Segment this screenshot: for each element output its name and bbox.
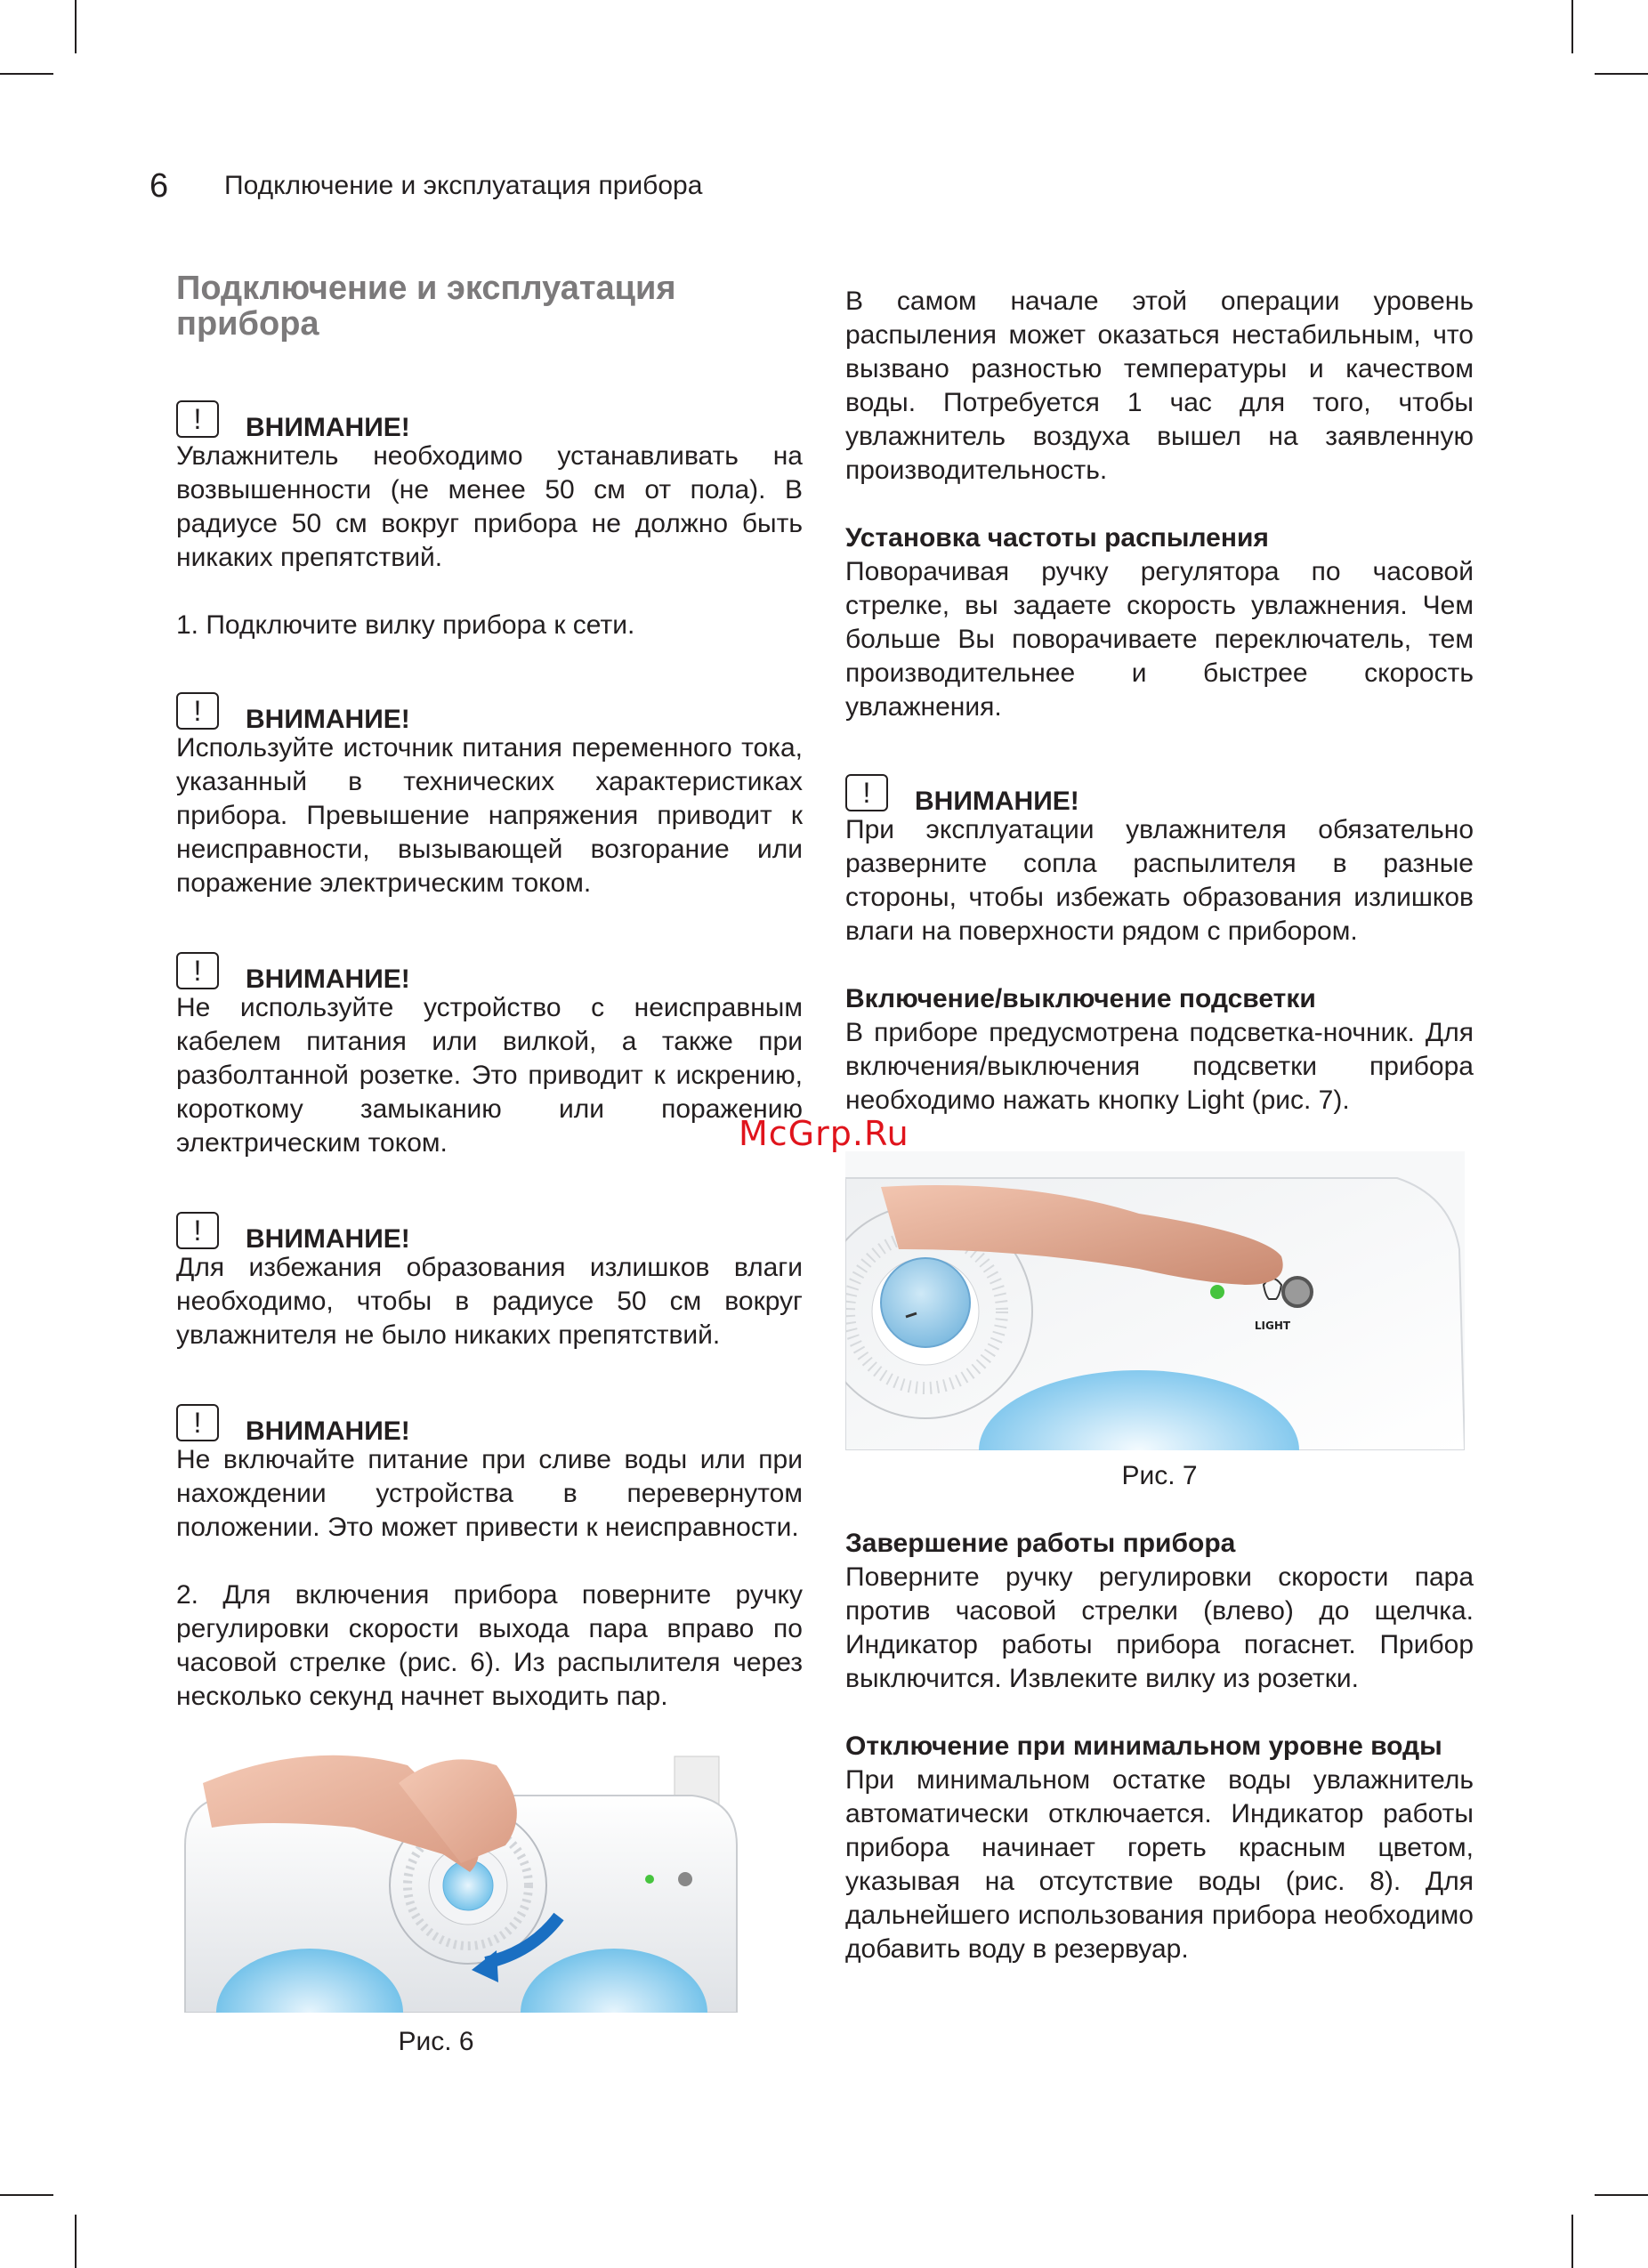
warning-heading bbox=[176, 1402, 803, 1446]
warning-icon: ! bbox=[176, 692, 219, 730]
watermark: McGrp.Ru bbox=[739, 1114, 909, 1153]
warning-icon: ! bbox=[176, 400, 219, 438]
crop-mark bbox=[0, 2194, 53, 2196]
warning-title: ВНИМАНИЕ! bbox=[246, 1224, 410, 1254]
light-label: LIGHT bbox=[1254, 1320, 1291, 1332]
page-number: 6 bbox=[149, 167, 169, 205]
subsection-text: Поворачивая ручку регулятора по часовой стрелке, вы задаете скорость увлажнения. Чем больше Вы поворачиваете переключатель, тем производительнее и быстрее скорость увлажнения. bbox=[845, 557, 1474, 722]
warning-heading bbox=[176, 690, 803, 734]
figure-7-caption: Рис. 7 bbox=[1121, 1461, 1198, 1490]
crop-mark bbox=[75, 2215, 77, 2268]
crop-mark bbox=[75, 0, 77, 53]
warning-icon: ! bbox=[176, 1212, 219, 1249]
warning-heading bbox=[845, 772, 1474, 816]
subsection-text: Поверните ручку регулировки скорости пара против часовой стрелки (влево) до щелчка. Индикатор работы прибора погаснет. Прибор выключится. Извлеките вилку из розетки. bbox=[845, 1562, 1474, 1693]
warning-title: ВНИМАНИЕ! bbox=[246, 1416, 410, 1446]
crop-mark bbox=[1571, 0, 1573, 53]
figure-7-photo bbox=[845, 1151, 1465, 1450]
warning-icon: ! bbox=[845, 774, 888, 811]
warning-text: Не используйте устройство с неисправным кабелем питания или вилкой, а также при разболтанной розетке. Это приводит к искрению, короткому замыканию или поражению электрическим током. bbox=[176, 993, 803, 1158]
crop-mark bbox=[1595, 73, 1648, 75]
figure-6-caption: Рис. 6 bbox=[398, 2027, 474, 2056]
subsection-title: Установка частоты распыления bbox=[845, 523, 1269, 553]
warning-title: ВНИМАНИЕ! bbox=[246, 965, 410, 994]
warning-title: ВНИМАНИЕ! bbox=[915, 787, 1079, 816]
section-title: Подключение и эксплуатация прибора bbox=[176, 270, 676, 343]
step-2: 2. Для включения прибора поверните ручку регулировки скорости выхода пара вправо по часовой стрелке (рис. 6). Из распылителя через несколько секунд начнет выходить пар. bbox=[176, 1580, 803, 1711]
subsection-title: Завершение работы прибора bbox=[845, 1529, 1236, 1558]
warning-title: ВНИМАНИЕ! bbox=[246, 705, 410, 734]
warning-heading bbox=[176, 950, 803, 994]
crop-mark bbox=[0, 73, 53, 75]
warning-icon: ! bbox=[176, 952, 219, 989]
subsection-title: Отключение при минимальном уровне воды bbox=[845, 1731, 1442, 1761]
warning-heading bbox=[176, 1210, 803, 1254]
warning-text: Используйте источник питания переменного тока, указанный в технических характеристиках прибора. Превышение напряжения приводит к неисправности, вызывающей возгорание или поражение электрическим током. bbox=[176, 733, 803, 898]
warning-text: Для избежания образования излишков влаги необходимо, чтобы в радиусе 50 см вокруг увлажнителя не было никаких препятствий. bbox=[176, 1253, 803, 1350]
figure-6-photo bbox=[176, 1730, 763, 2013]
warning-title: ВНИМАНИЕ! bbox=[246, 413, 410, 442]
crop-mark bbox=[1571, 2215, 1573, 2268]
warning-text: Увлажнитель необходимо устанавливать на возвышенности (не менее 50 см от пола). В радиусе 50 см вокруг прибора не должно быть никаких препятствий. bbox=[176, 441, 803, 572]
subsection-text: При минимальном остатке воды увлажнитель автоматически отключается. Индикатор работы прибора начинает гореть красным цветом, указывая на отсутствие воды (рис. 8). Для дальнейшего использования прибора необходимо добавить воду в резервуар. bbox=[845, 1765, 1474, 1964]
warning-text: Не включайте питание при сливе воды или при нахождении устройства в перевернутом положении. Это может привести к неисправности. bbox=[176, 1445, 803, 1542]
warning-icon: ! bbox=[176, 1404, 219, 1441]
running-head: Подключение и эксплуатация прибора bbox=[224, 171, 703, 200]
crop-mark bbox=[1595, 2194, 1648, 2196]
warning-heading bbox=[176, 399, 803, 442]
subsection-text: В приборе предусмотрена подсветка-ночник. Для включения/выключения подсветки прибора необходимо нажать кнопку Light (рис. 7). bbox=[845, 1018, 1474, 1115]
intro-paragraph: В самом начале этой операции уровень распыления может оказаться нестабильным, что вызвано разностью температуры и качеством воды. Потребуется 1 час для того, чтобы увлажнитель воздуха вышел на заявленную производительность. bbox=[845, 287, 1474, 485]
subsection-title: Включение/выключение подсветки bbox=[845, 984, 1316, 1013]
left-column bbox=[176, 270, 803, 2059]
right-column bbox=[845, 285, 1474, 1966]
step-1: 1. Подключите вилку прибора к сети. bbox=[176, 610, 635, 640]
warning-text: При эксплуатации увлажнителя обязательно разверните сопла распылителя в разные стороны, чтобы избежать образования излишков влаги на поверхности рядом с прибором. bbox=[845, 815, 1474, 946]
